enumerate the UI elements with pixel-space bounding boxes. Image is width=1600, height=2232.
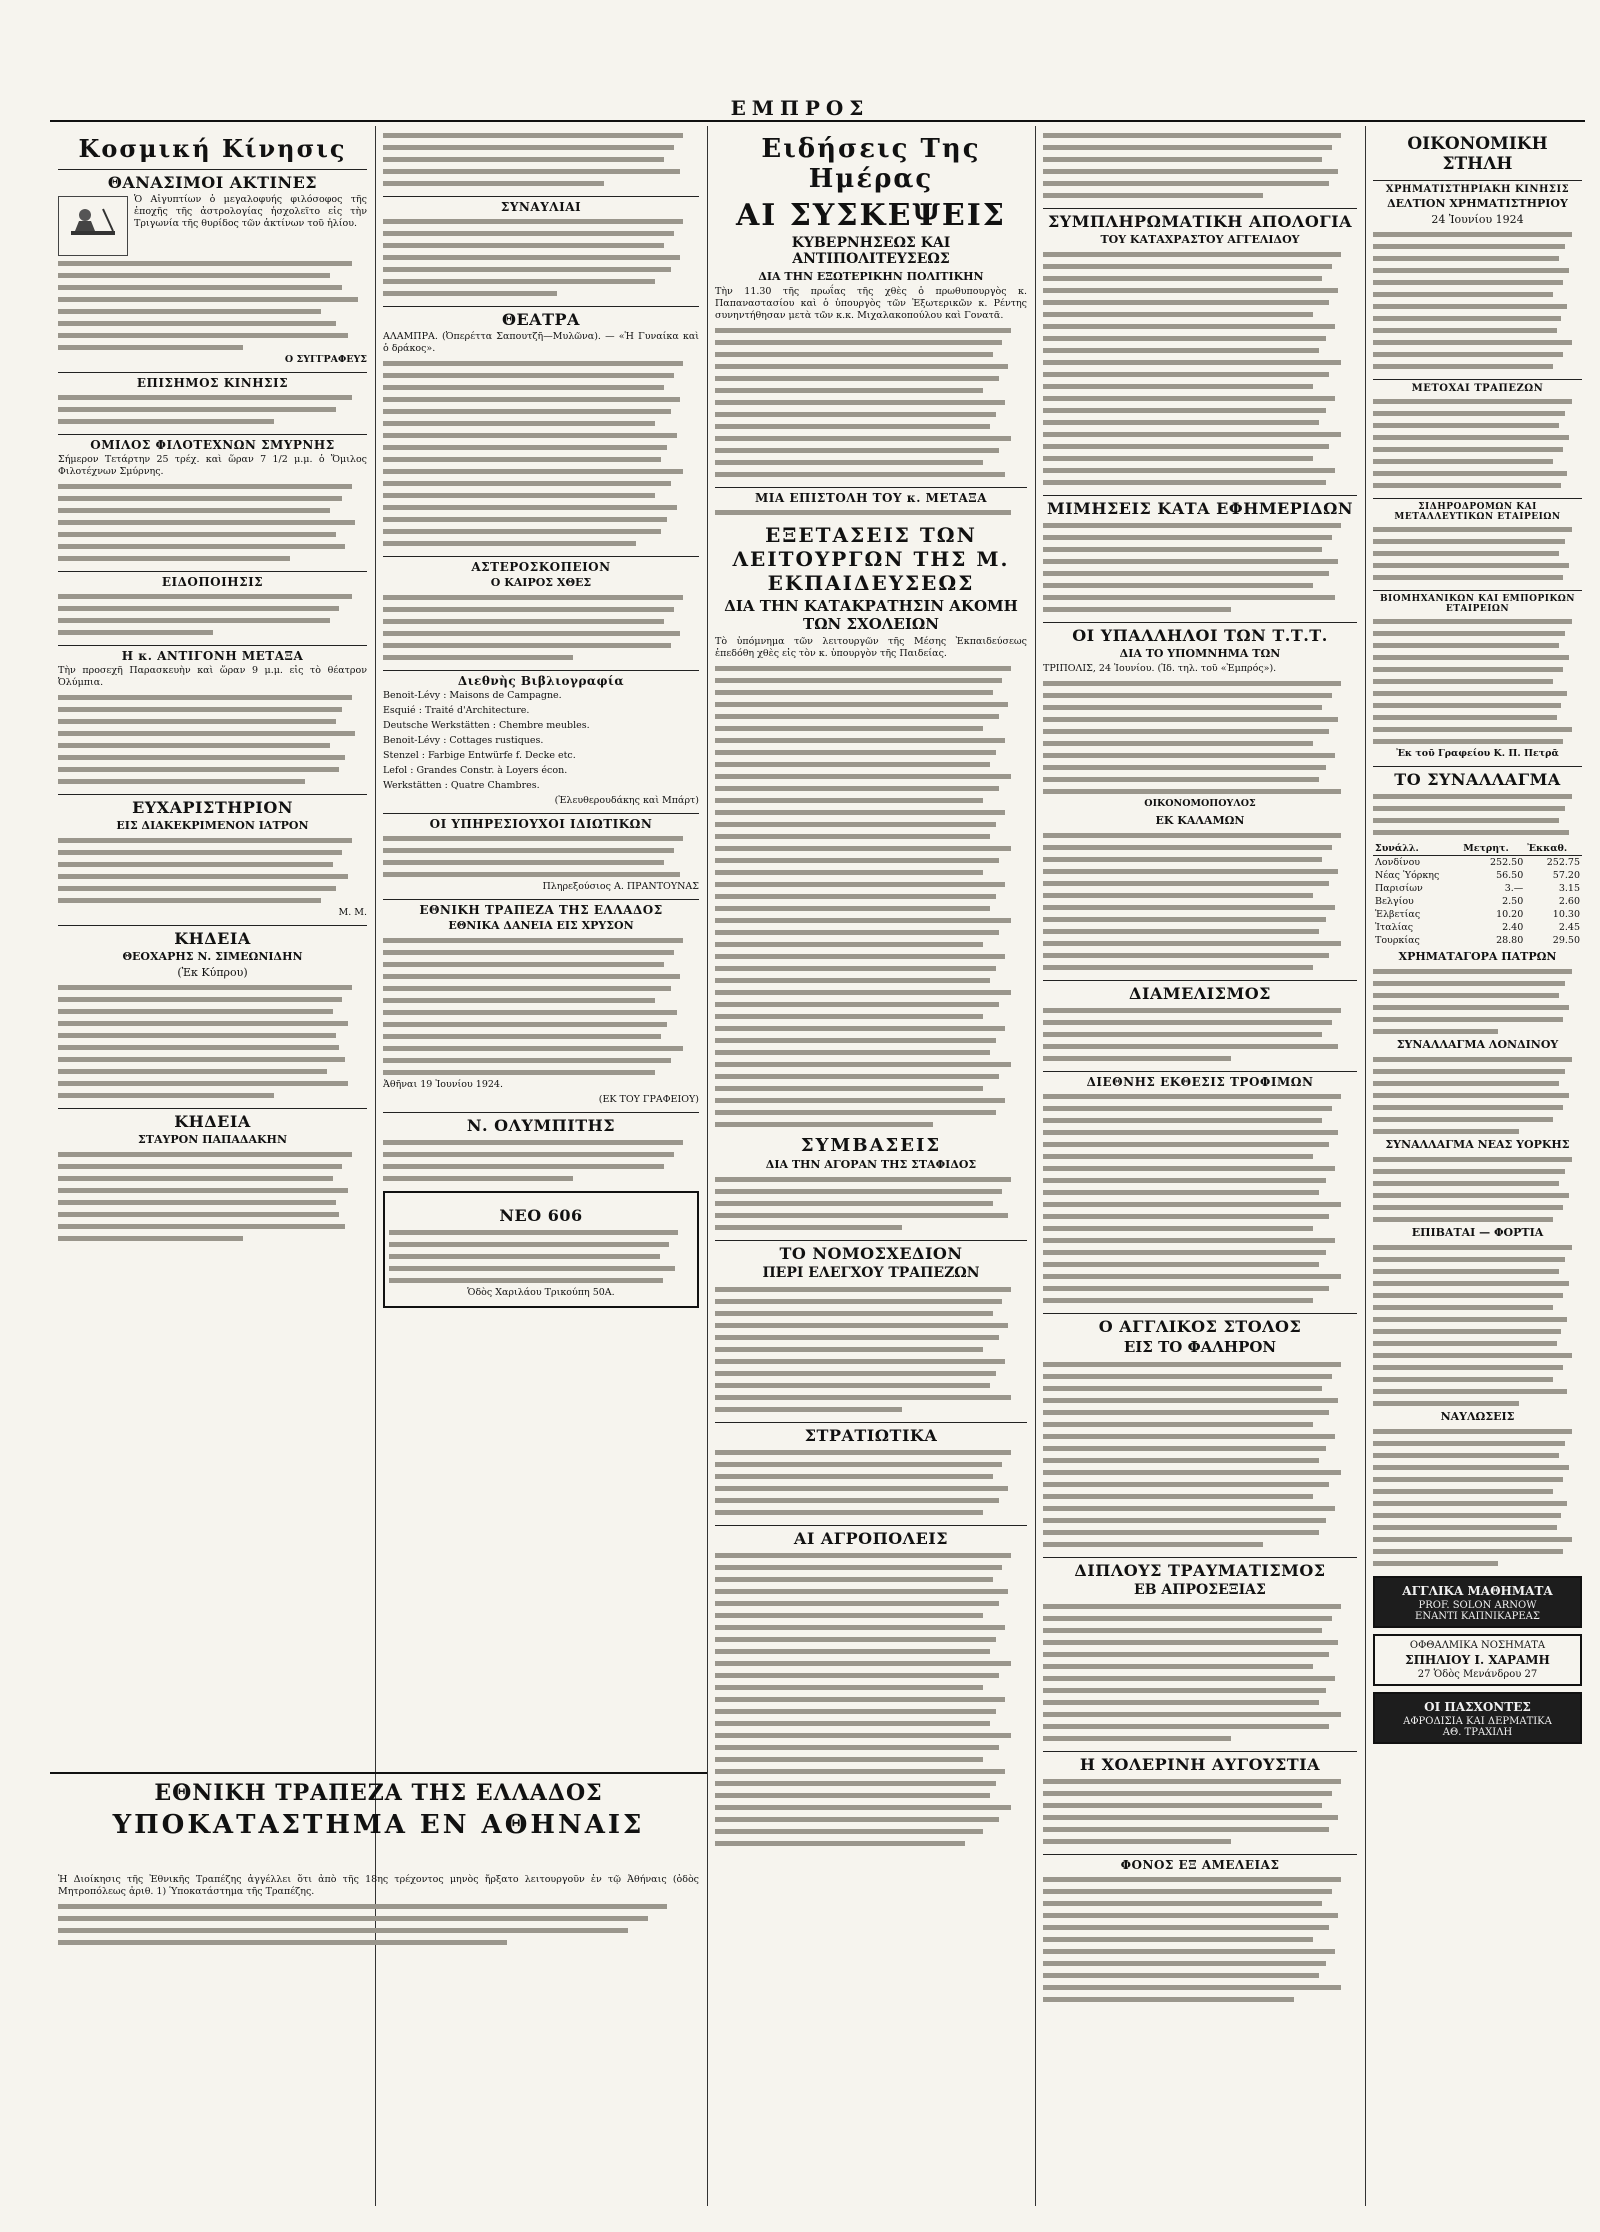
subheadline-weather: Ο ΚΑΙΡΟΣ ΧΘΕΣ <box>490 576 592 589</box>
cash-rate: 10.20 <box>1496 909 1524 920</box>
currency-name: Παρισίων <box>1375 883 1423 894</box>
column-daily-news <box>707 126 1035 2206</box>
ad-eye-diseases <box>1373 1634 1582 1686</box>
clearing-rate: 29.50 <box>1552 935 1580 946</box>
headline-consultations: ΑΙ ΣΥΣΚΕΨΕΙΣ <box>735 198 1007 233</box>
text-lines <box>1043 1874 1357 2006</box>
headline-military: ΣΤΡΑΤΙΩΤΙΚΑ <box>715 1422 1027 1445</box>
bibliography-source: (Ἐλευθερουδάκης καὶ Μπάρτ) <box>554 795 699 806</box>
ad-title: ΑΓΓΛΙΚΑ ΜΑΘΗΜΑΤΑ <box>1402 1584 1553 1598</box>
table-row <box>1373 856 1582 870</box>
subheadline-carelessness: ΕΒ ΑΠΡΟΣΕΞΙΑΣ <box>1134 1582 1266 1598</box>
ad-title: ΝΕΟ 606 <box>499 1206 583 1225</box>
headline-funeral-2: ΚΗΔΕΙΑ <box>58 1108 367 1131</box>
headline-official-movement: ΕΠΙΣΗΜΟΣ ΚΙΝΗΣΙΣ <box>58 372 367 390</box>
subheadline-stock-bulletin: ΔΕΛΤΙΟΝ ΧΡΗΜΑΤΙΣΤΗΡΙΟΥ <box>1387 197 1568 210</box>
masthead: ΕΜΠΡΟΣ <box>730 96 870 120</box>
headline-exams: ΕΞΕΤΑΣΕΙΣ ΤΩΝ ΛΕΙΤΟΥΡΓΩΝ ΤΗΣ Μ. ΕΚΠΑΙΔΕΥΣΕΩΣ <box>732 523 1010 595</box>
article-text: Τὴν προσεχῆ Παρασκευὴν καὶ ὥραν 9 μ.μ. εἰς τὸ θέατρον Ὀλύμπια. <box>58 665 367 688</box>
subheadline-faliro: ΕΙΣ ΤΟ ΦΑΛΗΡΟΝ <box>1123 1338 1277 1356</box>
headline-notice: ΕΙΔΟΠΟΙΗΣΙΣ <box>58 571 367 589</box>
text-lines <box>383 216 699 300</box>
text-lines <box>1043 520 1357 616</box>
subheadline-gold-loans: ΕΘΝΙΚΑ ΔΑΝΕΙΑ ΕΙΣ ΧΡΥΣΟΝ <box>448 919 634 932</box>
subheadline-doctor: ΕΙΣ ΔΙΑΚΕΚΡΙΜΕΝΟΝ ΙΑΤΡΟΝ <box>116 819 309 832</box>
table-row <box>1373 895 1582 908</box>
subheadline-raisins: ΔΙΑ ΤΗΝ ΑΓΟΡΑΝ ΤΗΣ ΣΤΑΦΙΔΟΣ <box>765 1158 977 1171</box>
currency-name: Νέας Ὑόρκης <box>1375 870 1440 881</box>
banner-bank-name: ΕΘΝΙΚΗ ΤΡΑΠΕΖΑ ΤΗΣ ΕΛΛΑΔΟΣ <box>154 1780 603 1806</box>
source-office: Ἐκ τοῦ Γραφείου Κ. Π. Πετρᾶ <box>1396 748 1559 759</box>
cash-rate: 3.— <box>1504 883 1524 894</box>
cash-rate: 56.50 <box>1496 870 1524 881</box>
bibliography-item: Lefol : Grandes Constr. à Loyers écon. <box>383 765 568 776</box>
headline-passengers-cargo: ΕΠΙΒΑΤΑΙ — ΦΟΡΤΙΑ <box>1411 1226 1544 1239</box>
ad-subject: ΟΦΘΑΛΜΙΚΑ ΝΟΣΗΜΑΤΑ <box>1409 1640 1546 1651</box>
text-lines <box>383 833 699 881</box>
ad-doctor: ΣΠΗΛΙΟΥ Ι. ΧΑΡΑΜΗ <box>1405 1653 1550 1667</box>
text-lines <box>383 935 699 1079</box>
subheadline-government: ΚΥΒΕΡΝΗΣΕΩΣ ΚΑΙ ΑΝΤΙΠΟΛΙΤΕΥΣΕΩΣ <box>791 235 951 267</box>
text-lines <box>1043 1005 1357 1065</box>
headline-thanks: ΕΥΧΑΡΙΣΤΗΡΙΟΝ <box>58 794 367 817</box>
headline-olympitis: Ν. ΟΛΥΜΠΙΤΗΣ <box>383 1112 699 1135</box>
headline-imitations: ΜΙΜΗΣΕΙΣ ΚΑΤΑ ΕΦΗΜΕΡΙΔΩΝ <box>1043 495 1357 518</box>
headline-food-exhibition: ΔΙΕΘΝΗΣ ΕΚΘΕΣΙΣ ΤΡΟΦΙΜΩΝ <box>1043 1071 1357 1089</box>
text-lines <box>715 1447 1027 1519</box>
headline-apology: ΣΥΜΠΛΗΡΩΜΑΤΙΚΗ ΑΠΟΛΟΓΙΑ <box>1043 208 1357 231</box>
signature: Πληρεξούσιος Α. ΠΡΑΝΤΟΥΝΑΣ <box>542 881 699 892</box>
woman-writing-illustration-icon <box>58 196 128 256</box>
text-lines <box>58 1901 699 1949</box>
headline-dismemberment: ΔΙΑΜΕΛΙΣΜΟΣ <box>1043 980 1357 1003</box>
dateline: Ἀθῆναι 19 Ἰουνίου 1924. <box>383 1079 503 1090</box>
article-text: Ἡ Διοίκησις τῆς Ἐθνικῆς Τραπέζης ἀγγέλλει ὅτι ἀπὸ τῆς 18ης τρέχοντος μηνὸς ἤρξατο λειτουργοῦν ἐν τῷ Ἀθήναις (ὁδὸς Μητροπόλεως ἀριθ. 1) Ὑποκατάστημα τῆς Τραπέζης. <box>58 1874 699 1897</box>
headline-exchange: ΤΟ ΣΥΝΑΛΛΑΓΜΑ <box>1373 766 1582 789</box>
text-lines <box>1043 830 1357 974</box>
text-lines <box>383 1137 699 1185</box>
ad-title: ΟΙ ΠΑΣΧΟΝΤΕΣ <box>1424 1700 1531 1714</box>
cash-rate: 2.50 <box>1502 896 1524 907</box>
table-row <box>1373 921 1582 934</box>
headline-british-fleet: Ο ΑΓΓΛΙΚΟΣ ΣΤΟΛΟΣ <box>1043 1313 1357 1336</box>
clearing-rate: 57.20 <box>1552 870 1580 881</box>
subheadline-angelidis: ΤΟΥ ΚΑΤΑΧΡΑΣΤΟΥ ΑΓΓΕΛΙΔΟΥ <box>1100 233 1300 246</box>
ad-dermatology <box>1373 1692 1582 1744</box>
table-row <box>1373 908 1582 921</box>
subheadline-schools: ΔΙΑ ΤΗΝ ΚΑΤΑΚΡΑΤΗΣΙΝ ΑΚΟΜΗ ΤΩΝ ΣΧΟΛΕΙΩΝ <box>724 597 1018 633</box>
ad-subject: ΑΦΡΟΔΙΣΙΑ ΚΑΙ ΔΕΡΜΑΤΙΚΑ <box>1403 1716 1552 1727</box>
headline-bank-shares: ΜΕΤΟΧΑΙ ΤΡΑΠΕΖΩΝ <box>1373 379 1582 394</box>
article-text: Τὸ ὑπόμνημα τῶν λειτουργῶν τῆς Μέσης Ἐκπαιδεύσεως ἐπεδόθη χθὲς εἰς τὸν κ. ὑπουργὸν τῆς Παιδείας. <box>715 636 1027 659</box>
currency-name: Λονδίνου <box>1375 857 1421 868</box>
dateline: ΤΡΙΠΟΛΙΣ, 24 Ἰουνίου. (Ἰδ. τηλ. τοῦ «Ἐμπρός»). <box>1043 663 1277 674</box>
bibliography-item: Werkstätten : Quatre Chambres. <box>383 780 540 791</box>
section-title-daily-news: Ειδήσεις Της Ημέρας <box>761 134 981 194</box>
headline-metaxa-letter: ΜΙΑ ΕΠΙΣΤΟΛΗ ΤΟΥ κ. ΜΕΤΑΞΑ <box>715 487 1027 505</box>
text-lines <box>1373 791 1582 839</box>
ad-english-lessons <box>1373 1576 1582 1628</box>
subheadline-foreign-policy: ΔΙΑ ΤΗΝ ΕΞΩΤΕΡΙΚΗΝ ΠΟΛΙΤΙΚΗΝ <box>758 270 984 283</box>
text-lines <box>1373 1242 1582 1410</box>
exchange-rates-table <box>1373 842 1582 947</box>
source: (ΕΚ ΤΟΥ ΓΡΑΦΕΙΟΥ) <box>598 1094 699 1105</box>
clearing-rate: 252.75 <box>1546 857 1580 868</box>
ad-doctor: ΑΘ. ΤΡΑΧΙΛΗ <box>1442 1727 1513 1738</box>
headline-theatres: ΘΕΑΤΡΑ <box>383 306 699 329</box>
table-row <box>1373 934 1582 947</box>
text-lines <box>1043 1359 1357 1551</box>
headline-bill: ΤΟ ΝΟΜΟΣΧΕΔΙΟΝ <box>715 1240 1027 1263</box>
text-lines <box>715 1550 1027 1850</box>
text-lines <box>58 835 367 907</box>
column-announcements <box>375 126 707 1766</box>
text-lines <box>715 507 1027 519</box>
bibliography-item: Esquié : Traité d'Architecture. <box>383 705 530 716</box>
cash-rate: 2.40 <box>1502 922 1524 933</box>
article-text: Ὁ Αἰγυπτίων ὁ μεγαλοφυής φιλόσοφος τῆς ἐποχῆς τῆς ἀστρολογίας ἠσχολεῖτο εἰς τὴν Τριγωνία τῆς θυρίδος τῶν ἀκτίνων τοῦ ἡλίου. <box>134 194 367 229</box>
text-lines <box>1373 1426 1582 1570</box>
section-title-economy: ΟΙΚΟΝΟΜΙΚΗ ΣΤΗΛΗ <box>1407 134 1548 174</box>
stock-listing-lines <box>1373 616 1582 748</box>
ad-address: Ὁδὸς Χαριλάου Τρικούπη 50Α. <box>467 1287 615 1298</box>
headline-patras-market: ΧΡΗΜΑΤΑΓΟΡΑ ΠΑΤΡΩΝ <box>1398 950 1557 963</box>
bibliography-item: Benoit-Lévy : Cottages rustiques. <box>383 735 544 746</box>
bibliography-item: Deutsche Werkstätten : Chembre meubles. <box>383 720 590 731</box>
text-lines <box>383 130 699 190</box>
text-lines <box>715 663 1027 1131</box>
text-lines <box>1373 966 1582 1038</box>
clearing-rate: 2.60 <box>1558 896 1580 907</box>
bulletin-date: 24 Ἰουνίου 1924 <box>1431 213 1524 226</box>
cash-rate: 28.80 <box>1496 935 1524 946</box>
headline-antigone-metaxa: Η κ. ΑΝΤΙΓΟΝΗ ΜΕΤΑΞΑ <box>58 645 367 663</box>
national-bank-banner <box>50 1772 707 1867</box>
text-lines <box>1043 1776 1357 1848</box>
column-economy <box>1365 126 1590 2206</box>
headline-observatory: ΑΣΤΕΡΟΣΚΟΠΕΙΟΝ <box>383 556 699 574</box>
funeral-origin: (Ἐκ Κύπρου) <box>177 966 248 979</box>
text-lines <box>58 692 367 788</box>
article-text: ΑΛΑΜΠΡΑ. (Ὀπερέττα Σαπουτζῆ—Μυλῶνα). — «Ἡ Γυναίκα καὶ ὁ δράκος». <box>383 331 699 354</box>
ad-teacher: PROF. SOLON ARNOW <box>1418 1600 1537 1611</box>
funeral-name-2: ΣΤΑΥΡΟΝ ΠΑΠΑΔΑΚΗΝ <box>137 1133 287 1146</box>
stock-listing-lines <box>1373 396 1582 492</box>
text-lines <box>1043 130 1357 202</box>
text-lines <box>383 358 699 550</box>
subheadline-memorandum: ΔΙΑ ΤΟ ΥΠΟΜΝΗΜΑ ΤΩΝ <box>1119 647 1281 660</box>
headline-railway-shares: ΣΙΔΗΡΟΔΡΟΜΩΝ ΚΑΙ ΜΕΤΑΛΛΕΥΤΙΚΩΝ ΕΤΑΙΡΕΙΩΝ <box>1373 498 1582 522</box>
currency-name: Ἑλβετίας <box>1375 909 1421 920</box>
ad-location: ΕΝΑΝΤΙ ΚΑΠΝΙΚΑΡΕΑΣ <box>1415 1611 1540 1622</box>
table-header-row <box>1373 842 1582 856</box>
text-lines <box>1373 1054 1582 1138</box>
headline-agreements: ΣΥΜΒΑΣΕΙΣ <box>800 1135 942 1156</box>
currency-name: Τουρκίας <box>1375 935 1420 946</box>
stock-listing-lines <box>1373 229 1582 373</box>
headline-negligent-homicide: ΦΟΝΟΣ ΕΞ ΑΜΕΛΕΙΑΣ <box>1043 1854 1357 1872</box>
funeral-name: ΘΕΟΧΑΡΗΣ Ν. ΣΙΜΕΩΝΙΔΗΝ <box>122 950 303 963</box>
text-lines <box>1043 1601 1357 1745</box>
text-lines <box>389 1227 693 1287</box>
currency-name: Ἰταλίας <box>1375 922 1414 933</box>
table-row <box>1373 882 1582 895</box>
text-lines <box>58 392 367 428</box>
subheadline-banks: ΠΕΡΙ ΕΛΕΓΧΟΥ ΤΡΑΠΕΖΩΝ <box>762 1265 980 1281</box>
headline-london-exchange: ΣΥΝΑΛΛΑΓΜΑ ΛΟΝΔΙΝΟΥ <box>1396 1038 1559 1051</box>
headline-deadly-rays: ΘΑΝΑΣΙΜΟΙ ΑΚΤΙΝΕΣ <box>58 169 367 192</box>
text-lines <box>715 1284 1027 1416</box>
bibliography-item: Benoit-Lévy : Maisons de Campagne. <box>383 690 562 701</box>
signature: Μ. Μ. <box>338 907 367 918</box>
column-header: Μετρητ. <box>1461 842 1525 856</box>
clearing-rate: 10.30 <box>1552 909 1580 920</box>
subheadline-kalamai: ΕΚ ΚΑΛΑΜΩΝ <box>1155 814 1245 827</box>
text-lines <box>715 325 1027 481</box>
ad-neo-606 <box>383 1191 699 1308</box>
column-social-news <box>50 126 375 1766</box>
cash-rate: 252.50 <box>1490 857 1524 868</box>
article-text: Σήμερον Τετάρτην 25 τρέχ. καὶ ὥραν 7 1/2 μ.μ. ὁ Ὅμιλος Φιλοτέχνων Σμύρνης. <box>58 454 367 477</box>
column-header: Ἐκκαθ. <box>1525 842 1582 856</box>
table-row <box>1373 869 1582 882</box>
text-lines <box>1373 1154 1582 1226</box>
text-lines <box>58 1149 367 1245</box>
headline-double-injury: ΔΙΠΛΟΥΣ ΤΡΑΥΜΑΤΙΣΜΟΣ <box>1043 1557 1357 1580</box>
section-title-social: Κοσμική Κίνησις <box>78 134 347 163</box>
text-lines <box>1043 678 1357 798</box>
masthead-rule <box>50 120 1585 122</box>
text-lines <box>1043 249 1357 489</box>
ad-address: 27 Ὁδὸς Μενάνδρου 27 <box>1417 1669 1538 1680</box>
headline-cholera: Η ΧΟΛΕΡΙΝΗ ΑΥΓΟΥΣΤΙΑ <box>1043 1751 1357 1774</box>
headline-agrarian-cities: ΑΙ ΑΓΡΟΠΟΛΕΙΣ <box>715 1525 1027 1548</box>
stock-listing-lines <box>1373 524 1582 584</box>
text-lines <box>715 1174 1027 1234</box>
signature: ΟΙΚΟΝΟΜΟΠΟΥΛΟΣ <box>1144 798 1256 809</box>
headline-industrial-shares: ΒΙΟΜΗΧΑΝΙΚΩΝ ΚΑΙ ΕΜΠΟΡΙΚΩΝ ΕΤΑΙΡΕΙΩΝ <box>1373 590 1582 614</box>
column-header: Συνάλλ. <box>1373 842 1461 856</box>
headline-concerts: ΣΥΝΑΥΛΙΑΙ <box>383 196 699 214</box>
headline-private-employees: ΟΙ ΥΠΗΡΕΣΙΟΥΧΟΙ ΙΔΙΩΤΙΚΩΝ <box>383 813 699 831</box>
bibliography-item: Stenzel : Farbige Entwürfe f. Decke etc. <box>383 750 576 761</box>
signature: Ο ΣΥΓΓΡΑΦΕΥΣ <box>284 354 367 365</box>
text-lines <box>1043 1091 1357 1307</box>
headline-bibliography: Διεθνὴς Βιβλιογραφία <box>383 670 699 688</box>
text-lines <box>58 982 367 1102</box>
clearing-rate: 2.45 <box>1558 922 1580 933</box>
currency-name: Βελγίου <box>1375 896 1414 907</box>
headline-funeral: ΚΗΔΕΙΑ <box>58 925 367 948</box>
headline-newyork-exchange: ΣΥΝΑΛΛΑΓΜΑ ΝΕΑΣ ΥΟΡΚΗΣ <box>1385 1138 1570 1151</box>
text-lines <box>58 591 367 639</box>
column-news-2 <box>1035 126 1365 2206</box>
headline-smyrna-club: ΟΜΙΛΟΣ ΦΙΛΟΤΕΧΝΩΝ ΣΜΥΡΝΗΣ <box>58 434 367 452</box>
text-lines <box>58 481 367 565</box>
text-lines <box>383 592 699 664</box>
headline-ttt-employees: ΟΙ ΥΠΑΛΛΗΛΟΙ ΤΩΝ Τ.Τ.Τ. <box>1043 622 1357 645</box>
headline-national-bank: ΕΘΝΙΚΗ ΤΡΑΠΕΖΑ ΤΗΣ ΕΛΛΑΔΟΣ <box>383 899 699 917</box>
article-text: Τὴν 11.30 τῆς πρωΐας τῆς χθὲς ὁ πρωθυπουργὸς κ. Παπαναστασίου καὶ ὁ ὑπουργὸς τῶν Ἐξωτερικῶν κ. Ρέντης συνηντήθησαν μετὰ τῶν κ.κ. Μιχαλακοπούλου καὶ Γονατᾶ. <box>715 286 1027 321</box>
headline-stock-movement: ΧΡΗΜΑΤΙΣΤΗΡΙΑΚΗ ΚΙΝΗΣΙΣ <box>1373 180 1582 195</box>
bank-announcement <box>50 1870 707 2200</box>
clearing-rate: 3.15 <box>1558 883 1580 894</box>
banner-branch: ΥΠΟΚΑΤΑΣΤΗΜΑ ΕΝ ΑΘΗΝΑΙΣ <box>112 1810 645 1840</box>
headline-charters: ΝΑΥΛΩΣΕΙΣ <box>1440 1410 1515 1423</box>
